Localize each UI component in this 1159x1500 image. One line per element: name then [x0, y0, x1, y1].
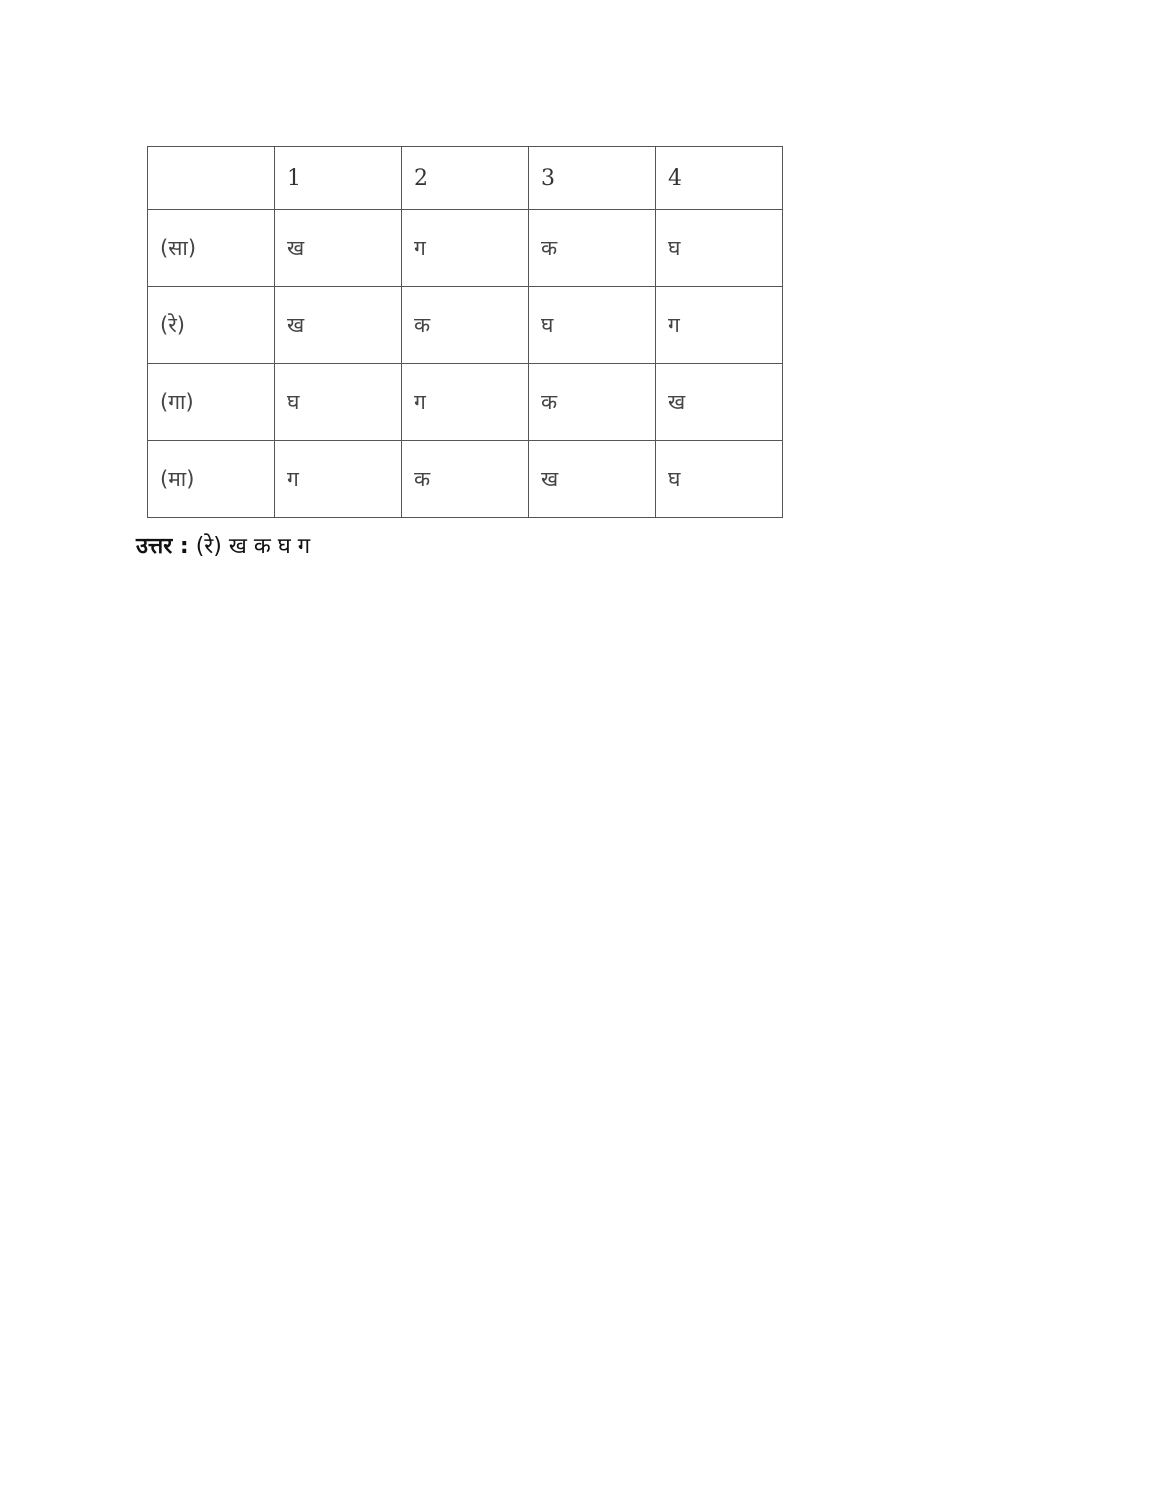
table-cell: घ — [275, 364, 402, 441]
table-cell: ग — [402, 364, 529, 441]
row-label: (रे) — [148, 287, 275, 364]
table-cell: क — [529, 364, 656, 441]
table-cell: क — [402, 441, 529, 518]
table-cell: ख — [529, 441, 656, 518]
table-cell: ख — [275, 287, 402, 364]
answer-line — [136, 530, 310, 560]
table-cell: घ — [529, 287, 656, 364]
answer-text: (रे) ख क घ ग — [195, 534, 311, 559]
table-cell: क — [529, 210, 656, 287]
row-label: (गा) — [148, 364, 275, 441]
table-cell: ग — [402, 210, 529, 287]
row-label: (मा) — [148, 441, 275, 518]
header-cell-empty — [148, 147, 275, 210]
header-cell-4: 4 — [656, 147, 783, 210]
table-cell: घ — [656, 210, 783, 287]
header-cell-3: 3 — [529, 147, 656, 210]
table-row — [148, 210, 783, 287]
header-cell-2: 2 — [402, 147, 529, 210]
answer-label: उत्तर : — [136, 534, 189, 559]
header-cell-1: 1 — [275, 147, 402, 210]
options-table — [147, 146, 783, 518]
table-cell: ख — [656, 364, 783, 441]
table-row — [148, 287, 783, 364]
options-table-wrapper — [147, 146, 783, 518]
table-cell: ग — [275, 441, 402, 518]
table-cell: ख — [275, 210, 402, 287]
table-header-row — [148, 147, 783, 210]
table-cell: ग — [656, 287, 783, 364]
table-row — [148, 441, 783, 518]
table-row — [148, 364, 783, 441]
row-label: (सा) — [148, 210, 275, 287]
table-cell: घ — [656, 441, 783, 518]
table-cell: क — [402, 287, 529, 364]
